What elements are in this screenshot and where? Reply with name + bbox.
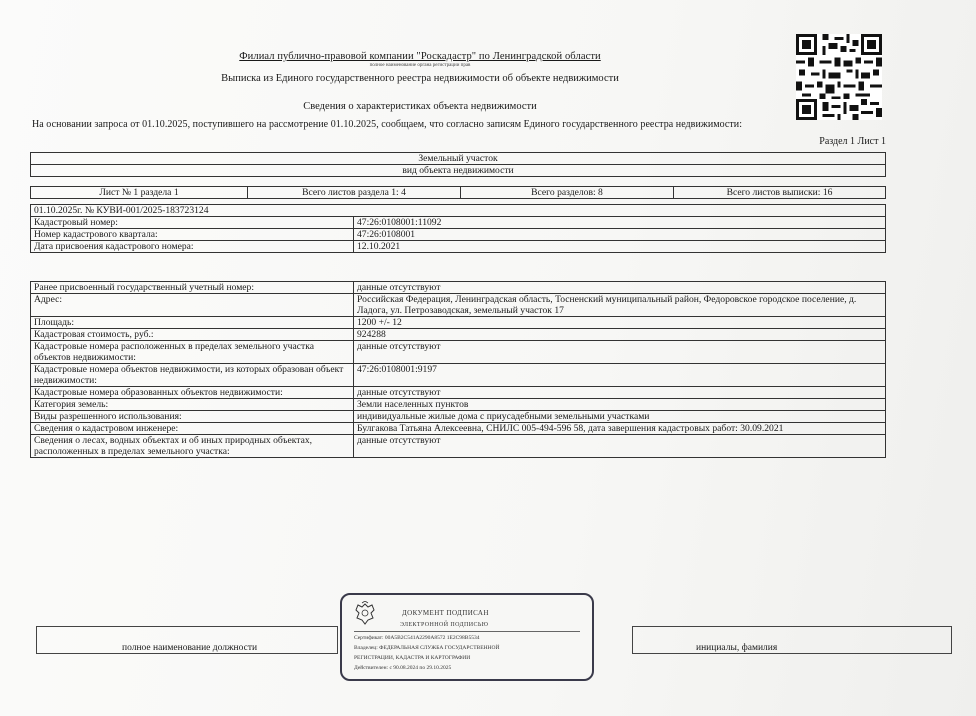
row-label: Кадастровый номер:	[31, 217, 354, 229]
row-value: 47:26:0108001:9197	[354, 364, 886, 387]
total-sheets-section: Всего листов раздела 1: 4	[248, 187, 461, 199]
table-row	[31, 329, 886, 341]
row-value: 12.10.2021	[354, 241, 886, 253]
row-label: Виды разрешенного использования:	[31, 411, 354, 423]
row-label: Категория земель:	[31, 399, 354, 411]
organization-name: Филиал публично-правовой компании "Роскадастр" по Ленинградской области	[239, 51, 601, 62]
table-row	[31, 411, 886, 423]
row-label: Ранее присвоенный государственный учетный номер:	[31, 282, 354, 294]
row-label: Площадь:	[31, 317, 354, 329]
table-row	[31, 364, 886, 387]
section-ref: Раздел 1 Лист 1	[819, 136, 886, 147]
object-type-table	[30, 152, 886, 177]
row-value: 47:26:0108001:11092	[354, 217, 886, 229]
table-row	[31, 435, 886, 458]
registry-table	[30, 204, 886, 253]
sheet-info-table	[30, 186, 886, 199]
row-label: Сведения о кадастровом инженере:	[31, 423, 354, 435]
extract-title: Выписка из Единого государственного реестра недвижимости об объекте недвижимости	[221, 73, 619, 84]
row-label: Кадастровые номера образованных объектов недвижимости:	[31, 387, 354, 399]
row-label: Кадастровая стоимость, руб.:	[31, 329, 354, 341]
object-subtitle: вид объекта недвижимости	[31, 165, 886, 177]
table-row	[31, 217, 886, 229]
name-label: инициалы, фамилия	[696, 643, 778, 653]
stamp-owner: Владелец: ФЕДЕРАЛЬНАЯ СЛУЖБА ГОСУДАРСТВЕННОЙ	[354, 645, 500, 651]
total-sections: Всего разделов: 8	[461, 187, 674, 199]
stamp-validity: Действителен: с 90.08.2024 по 29.10.2025	[354, 665, 452, 671]
table-row	[31, 423, 886, 435]
row-value: данные отсутствуют	[354, 341, 886, 364]
row-label: Номер кадастрового квартала:	[31, 229, 354, 241]
sheet-number: Лист № 1 раздела 1	[31, 187, 248, 199]
table-row	[31, 294, 886, 317]
qr-code-icon	[796, 34, 882, 120]
position-label: полное наименование должности	[122, 643, 258, 653]
row-value: 1200 +/- 12	[354, 317, 886, 329]
table-row	[31, 317, 886, 329]
table-row	[31, 399, 886, 411]
row-value: Земли населенных пунктов	[354, 399, 886, 411]
details-table	[30, 281, 886, 458]
name-box	[632, 626, 952, 654]
basis-text: На основании запроса от 01.10.2025, поступившего на рассмотрение 01.10.2025, сообщаем, что согласно записям Единого государственного реестра недвижимости:	[32, 119, 743, 130]
organization-note: полное наименование органа регистрации прав	[369, 63, 471, 68]
stamp-certificate: Сертификат: 00A5B2C541A2290A8572 1E2C98B5534	[354, 635, 480, 641]
table-row	[31, 282, 886, 294]
row-label: Сведения о лесах, водных объектах и об иных природных объектах, расположенных в пределах земельного участка:	[31, 435, 354, 458]
row-label: Кадастровые номера расположенных в пределах земельного участка объектов недвижимости:	[31, 341, 354, 364]
object-title: Земельный участок	[31, 153, 886, 165]
row-value: индивидуальные жилые дома с приусадебными земельными участками	[354, 411, 886, 423]
row-label: Адрес:	[31, 294, 354, 317]
table-row	[31, 387, 886, 399]
row-label: Дата присвоения кадастрового номера:	[31, 241, 354, 253]
row-value: 924288	[354, 329, 886, 341]
row-value: данные отсутствуют	[354, 387, 886, 399]
stamp-subtitle: ЭЛЕКТРОННОЙ ПОДПИСЬЮ	[400, 622, 489, 628]
table-row	[31, 229, 886, 241]
electronic-signature-stamp	[340, 593, 594, 681]
row-value: 47:26:0108001	[354, 229, 886, 241]
row-value: данные отсутствуют	[354, 435, 886, 458]
row-value: данные отсутствуют	[354, 282, 886, 294]
total-sheets-extract: Всего листов выписки: 16	[674, 187, 886, 199]
row-value: Российская Федерация, Ленинградская область, Тосненский муниципальный район, Федоровское городское поселение, д. Ладога, ул. Петрозаводская, земельный участок 17	[354, 294, 886, 317]
row-value: Булгакова Татьяна Алексеевна, СНИЛС 005-494-596 58, дата завершения кадастровых работ: 30.09.2021	[354, 423, 886, 435]
info-title: Сведения о характеристиках объекта недвижимости	[303, 101, 537, 112]
stamp-title: ДОКУМЕНТ ПОДПИСАН	[402, 609, 489, 617]
request-reference: 01.10.2025г. № КУВИ-001/2025-183723124	[31, 205, 886, 217]
coat-of-arms-icon	[352, 601, 378, 627]
table-row	[31, 241, 886, 253]
stamp-owner-line2: РЕГИСТРАЦИИ, КАДАСТРА И КАРТОГРАФИИ	[354, 655, 471, 661]
row-label: Кадастровые номера объектов недвижимости, из которых образован объект недвижимости:	[31, 364, 354, 387]
table-row	[31, 341, 886, 364]
stamp-divider	[354, 631, 580, 632]
